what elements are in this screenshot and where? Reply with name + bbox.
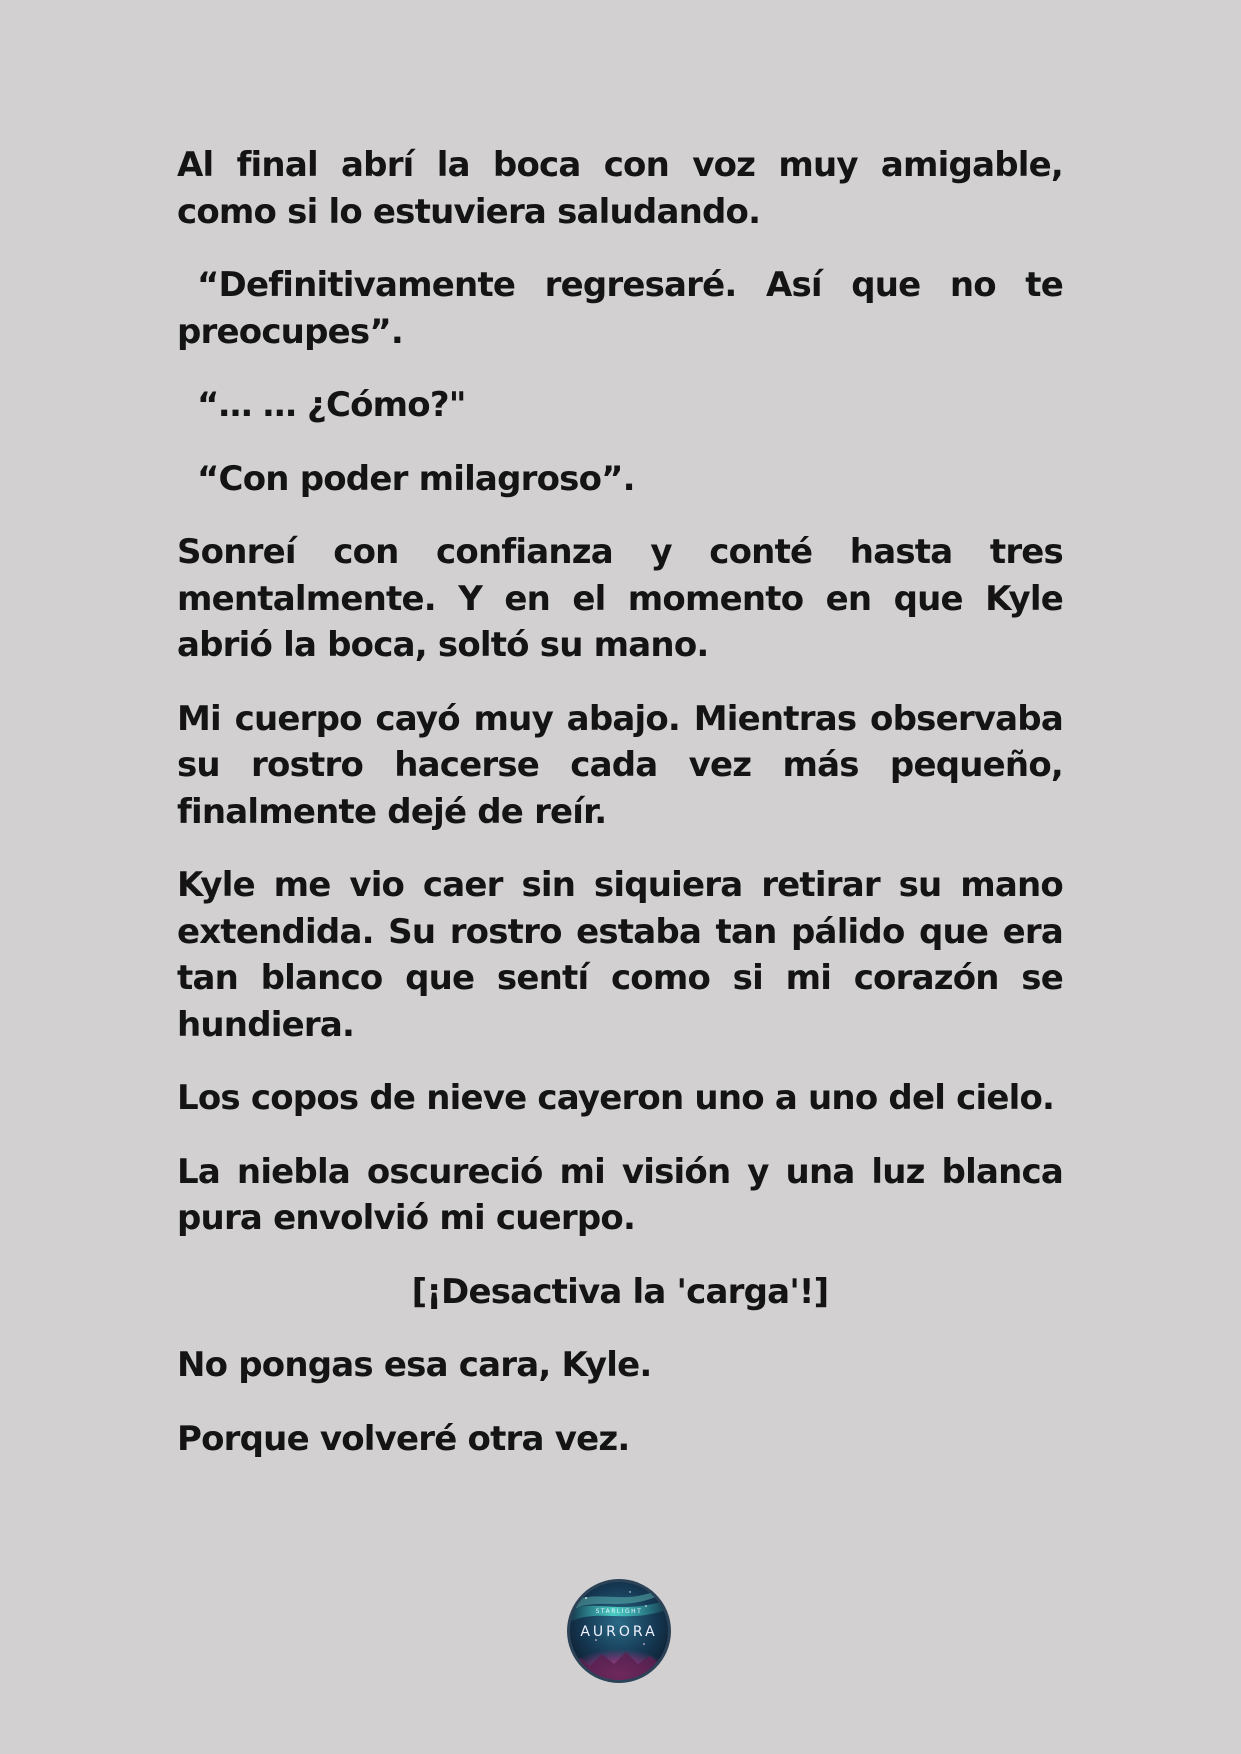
- paragraph-3: Mi cuerpo cayó muy abajo. Mientras observaba su rostro hacerse cada vez más pequeño, finalmente dejé de reír.: [177, 698, 1063, 832]
- dialogue-line-2: “… … ¿Cómo?": [197, 385, 466, 425]
- paragraph-2: Sonreí con confianza y conté hasta tres mentalmente. Y en el momento en que Kyle abrió la boca, soltó su mano.: [177, 532, 1063, 665]
- dialogue-line-1: “Definitivamente regresaré. Así que no te preocupes”.: [177, 265, 1063, 352]
- system-message: [¡Desactiva la 'carga'!]: [411, 1271, 829, 1312]
- paragraph-7: No pongas esa cara, Kyle.: [177, 1345, 652, 1385]
- paragraph-8: Porque volveré otra vez.: [177, 1418, 630, 1459]
- logo-subtitle-text: STARLIGHT: [595, 1608, 643, 1615]
- paragraph-4: Kyle me vio caer sin siquiera retirar su mano extendida. Su rostro estaba tan pálido que era tan blanco que sentí como si mi corazón se hundiera.: [177, 865, 1063, 1045]
- paragraph-5: Los copos de nieve cayeron uno a uno del cielo.: [177, 1078, 1055, 1118]
- logo-title-text: AURORA: [580, 1624, 658, 1640]
- page-text: [177, 142, 1063, 1489]
- paragraph-6: La niebla oscureció mi visión y una luz blanca pura envolvió mi cuerpo.: [177, 1151, 1063, 1238]
- dialogue-line-3: “Con poder milagroso”.: [197, 458, 635, 499]
- aurora-logo: [566, 1578, 672, 1684]
- paragraph-1: Al final abrí la boca con voz muy amigable, como si lo estuviera saludando.: [177, 145, 1063, 232]
